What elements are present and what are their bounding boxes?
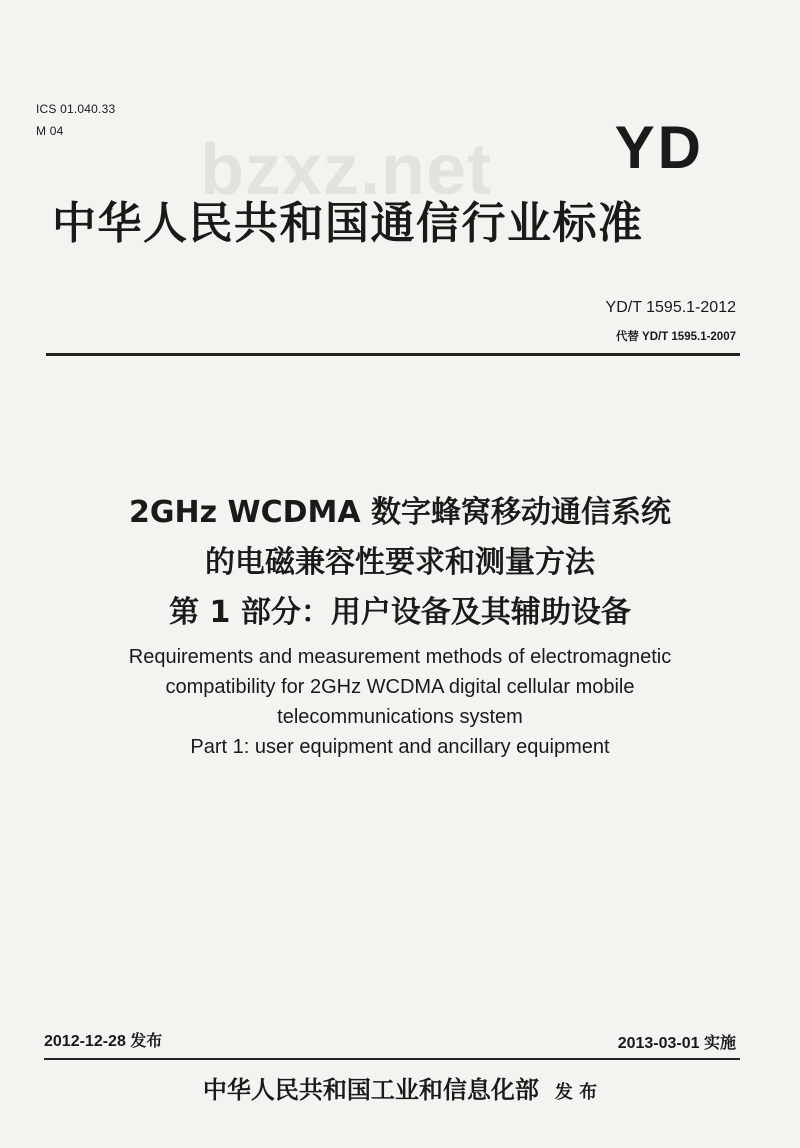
title-en-line-1: Requirements and measurement methods of electromagnetic	[128, 646, 672, 668]
classification-codes	[36, 98, 115, 142]
footer-rule	[44, 1058, 740, 1060]
title-cn-line-3: 第 1 部分：用户设备及其辅助设备	[169, 595, 631, 630]
publisher-suffix: 发 布	[554, 1082, 598, 1103]
publisher	[0, 1070, 800, 1105]
yd-logo: YD	[614, 114, 704, 181]
document-title	[40, 488, 760, 762]
ics-code: ICS 01.040.33	[36, 102, 116, 116]
title-cn-line-1: 2GHz WCDMA 数字蜂窝移动通信系统	[128, 495, 672, 530]
publisher-name: 中华人民共和国工业和信息化部	[202, 1075, 539, 1104]
replaces-note: 代替 YD/T 1595.1-2007	[615, 331, 736, 343]
header-rule	[46, 353, 740, 356]
title-en-line-2: compatibility for 2GHz WCDMA digital cellular mobile	[165, 676, 635, 698]
issue-date: 2012-12-28 发布	[44, 1033, 163, 1050]
implement-date: 2013-03-01 实施	[617, 1035, 736, 1052]
title-en-line-3: telecommunications system	[277, 706, 523, 728]
category-code: M 04	[36, 124, 64, 138]
standard-number: YD/T 1595.1-2012	[605, 299, 736, 316]
title-en-line-4: Part 1: user equipment and ancillary equipment	[190, 736, 610, 758]
standard-category-title: 中华人民共和国通信行业标准	[52, 198, 644, 249]
title-cn-line-2: 的电磁兼容性要求和测量方法	[205, 545, 595, 580]
watermark: bzxz.net	[200, 130, 493, 210]
